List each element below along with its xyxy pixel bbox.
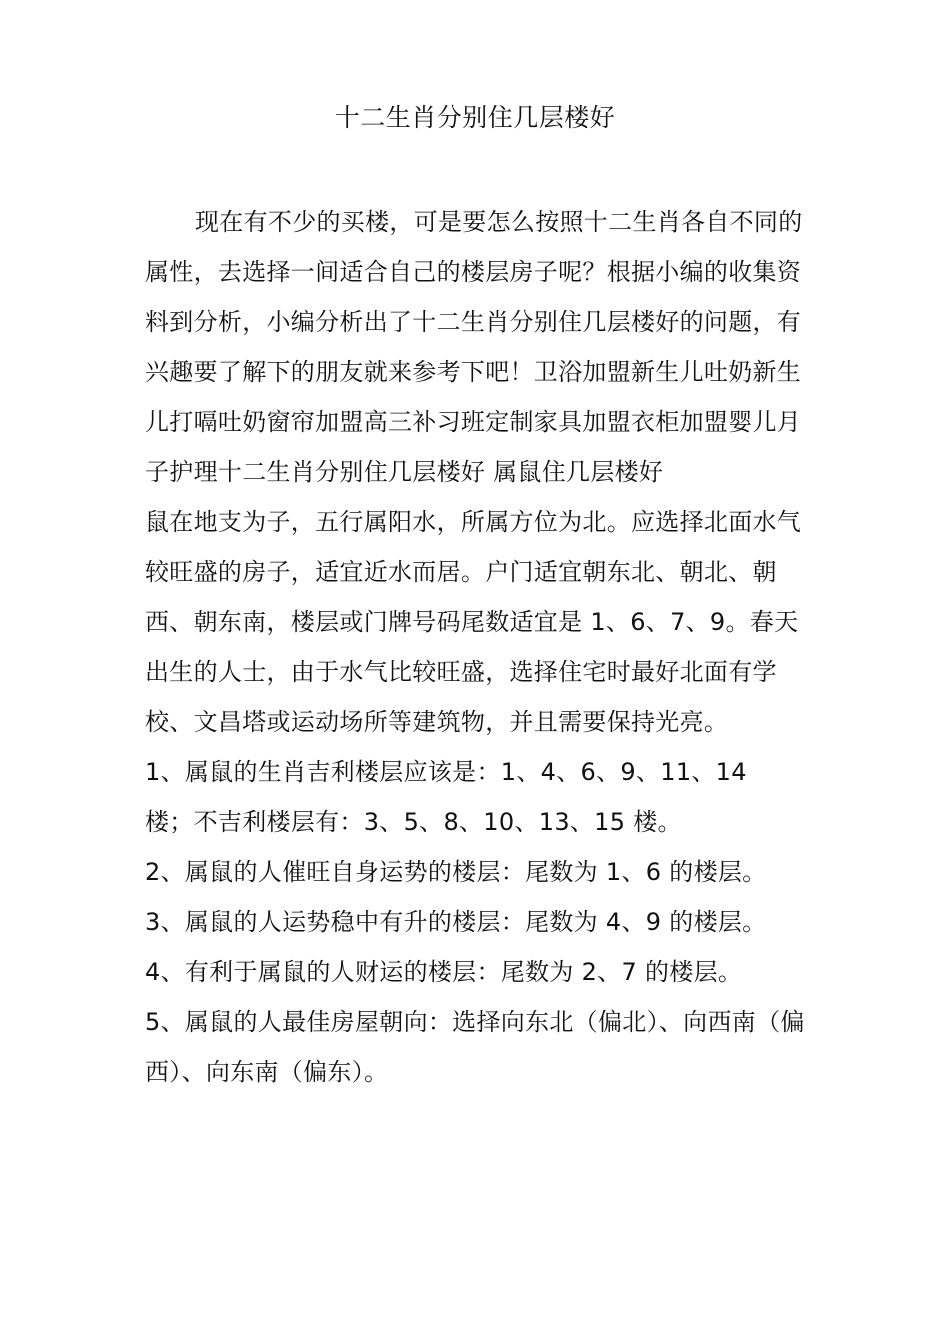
intro-paragraph: 现在有不少的买楼，可是要怎么按照十二生肖各自不同的属性，去选择一间适合自己的楼层房子呢？根据小编的收集资料到分析，小编分析出了十二生肖分别住几层楼好的问题，有兴趣要了解下的朋友就来参考下吧！卫浴加盟新生儿吐奶新生儿打嗝吐奶窗帘加盟高三补习班定制家具加盟衣柜加盟婴儿月子护理十二生肖分别住几层楼好 属鼠住几层楼好 <box>145 208 803 486</box>
document-body <box>145 197 805 1097</box>
list-item-4: 4、有利于属鼠的人财运的楼层：尾数为 2、7 的楼层。 <box>145 958 743 986</box>
document-title: 十二生肖分别住几层楼好 <box>334 103 616 132</box>
list-item-1-line-1: 1、属鼠的生肖吉利楼层应该是：1、4、6、9、11、14 <box>145 758 747 786</box>
list-item-2: 2、属鼠的人催旺自身运势的楼层：尾数为 1、6 的楼层。 <box>145 858 767 886</box>
rat-description-paragraph: 鼠在地支为子，五行属阳水，所属方位为北。应选择北面水气较旺盛的房子，适宜近水而居。户门适宜朝东北、朝北、朝西、朝东南，楼层或门牌号码尾数适宜是 1、6、7、9。春天出生的人士，由于水气比较旺盛，选择住宅时最好北面有学校、文昌塔或运动场所等建筑物，并且需要保持光亮。 <box>145 508 802 736</box>
list-item-3: 3、属鼠的人运势稳中有升的楼层：尾数为 4、9 的楼层。 <box>145 908 767 936</box>
list-item-5: 5、属鼠的人最佳房屋朝向：选择向东北（偏北）、向西南（偏西）、向东南（偏东）。 <box>145 1008 805 1086</box>
list-item-1-line-2: 楼；不吉利楼层有：3、5、8、10、13、15 楼。 <box>145 808 682 836</box>
